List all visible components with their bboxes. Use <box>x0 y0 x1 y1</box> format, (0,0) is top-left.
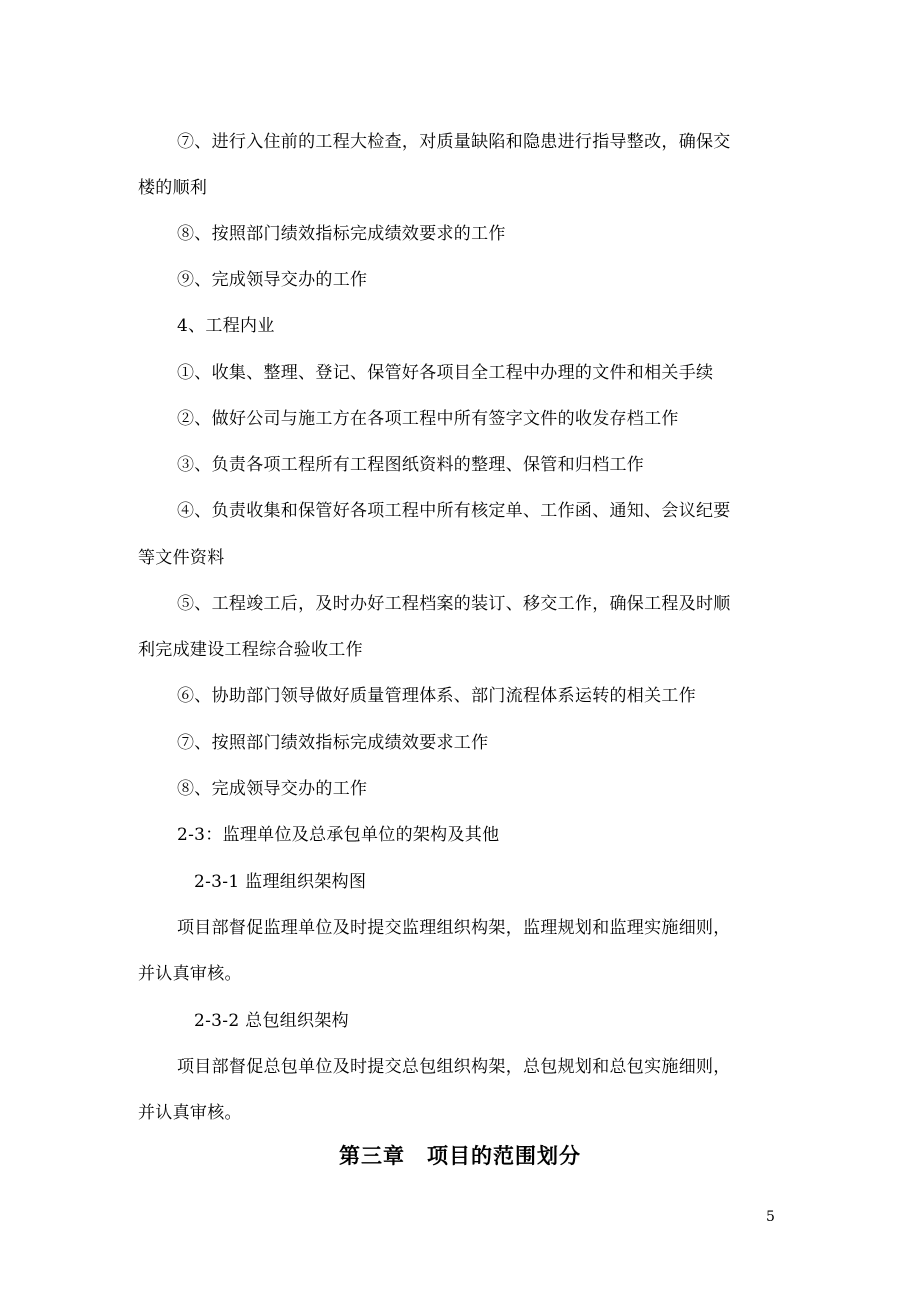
chapter-title: 第三章 项目的范围划分 <box>339 1144 581 1168</box>
paragraph-line: ⑦、按照部门绩效指标完成绩效要求工作 <box>177 733 489 753</box>
paragraph-line: 并认真审核。 <box>138 964 242 984</box>
subsection-heading: 2-3-1 监理组织架构图 <box>194 872 367 892</box>
page-number: 5 <box>766 1209 775 1225</box>
paragraph-line: ②、做好公司与施工方在各项工程中所有签字文件的收发存档工作 <box>177 409 679 429</box>
paragraph-line: ⑧、按照部门绩效指标完成绩效要求的工作 <box>177 224 506 244</box>
subsection-heading: 2-3-2 总包组织架构 <box>194 1011 349 1031</box>
paragraph-line: 并认真审核。 <box>138 1103 242 1123</box>
paragraph-line: 项目部督促监理单位及时提交监理组织构架，监理规划和监理实施细则， <box>177 918 731 938</box>
paragraph-line: ④、负责收集和保管好各项工程中所有核定单、工作函、通知、会议纪要 <box>177 501 731 521</box>
section-heading: 2-3：监理单位及总承包单位的架构及其他 <box>177 825 500 845</box>
paragraph-line: 等文件资料 <box>138 548 225 568</box>
paragraph-line: 利完成建设工程综合验收工作 <box>138 640 363 660</box>
paragraph-line: ⑨、完成领导交办的工作 <box>177 270 368 290</box>
paragraph-line: ③、负责各项工程所有工程图纸资料的整理、保管和归档工作 <box>177 455 645 475</box>
paragraph-line: ①、收集、整理、登记、保管好各项目全工程中办理的文件和相关手续 <box>177 363 714 383</box>
paragraph-line: 项目部督促总包单位及时提交总包组织构架，总包规划和总包实施细则， <box>177 1057 731 1077</box>
paragraph-line: ⑥、协助部门领导做好质量管理体系、部门流程体系运转的相关工作 <box>177 686 696 706</box>
paragraph-line: ⑦、进行入住前的工程大检查，对质量缺陷和隐患进行指导整改，确保交 <box>177 132 731 152</box>
paragraph-line: ⑤、工程竣工后，及时办好工程档案的装订、移交工作，确保工程及时顺 <box>177 594 731 614</box>
paragraph-line: ⑧、完成领导交办的工作 <box>177 779 368 799</box>
section-heading: 4、工程内业 <box>177 316 275 336</box>
paragraph-line: 楼的顺利 <box>138 178 208 198</box>
